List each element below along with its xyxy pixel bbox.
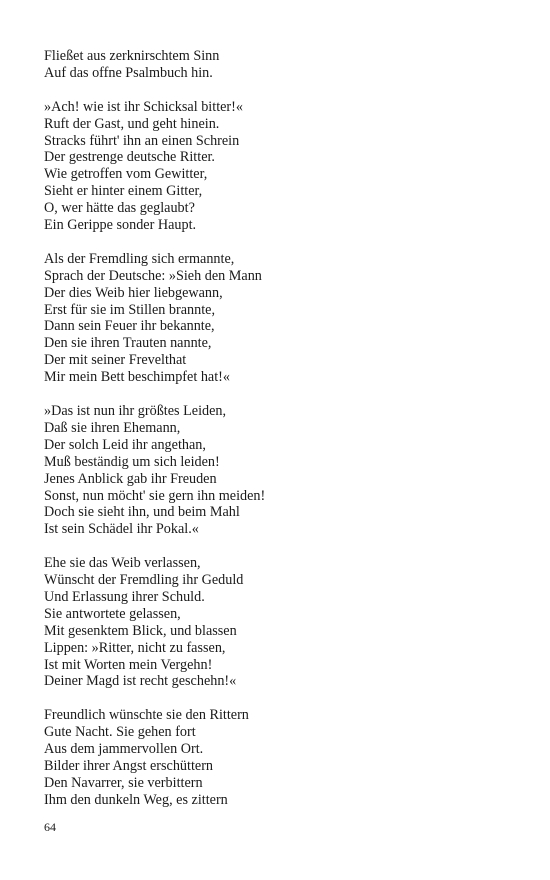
verse-line: Sieht er hinter einem Gitter,: [44, 183, 203, 200]
verse-line: Den sie ihren Trauten nannte,: [44, 335, 212, 352]
verse-line: Sonst, nun möcht' sie gern ihn meiden!: [44, 487, 266, 504]
verse-line: Fließet aus zerknirschtem Sinn: [44, 48, 220, 64]
verse-line: Aus dem jammervollen Ort.: [44, 741, 204, 758]
verse-line: Jenes Anblick gab ihr Freuden: [44, 470, 217, 487]
verse-line: Deiner Magd ist recht geschehn!«: [44, 673, 237, 690]
verse-line: O, wer hätte das geglaubt?: [44, 200, 195, 217]
verse-line: »Das ist nun ihr größtes Leiden,: [44, 402, 227, 419]
verse-line: Ein Gerippe sonder Haupt.: [44, 217, 197, 234]
verse-line: Doch sie sieht ihn, und beim Mahl: [44, 504, 240, 521]
verse-line: Ist sein Schädel ihr Pokal.«: [44, 521, 199, 538]
verse-line: Dann sein Feuer ihr bekannte,: [44, 318, 215, 335]
verse-line: Ehe sie das Weib verlassen,: [44, 555, 201, 572]
verse-line: Stracks führt' ihn an einen Schrein: [44, 132, 240, 149]
verse-line: Sie antwortete gelassen,: [44, 605, 181, 622]
verse-line: Der gestrenge deutsche Ritter.: [44, 149, 215, 166]
verse-line: Bilder ihrer Angst erschüttern: [44, 757, 214, 774]
verse-line: »Ach! wie ist ihr Schicksal bitter!«: [44, 98, 243, 115]
verse-line: Der solch Leid ihr angethan,: [44, 436, 206, 453]
page-number: 64: [44, 820, 56, 834]
verse-line: Muß beständig um sich leiden!: [44, 453, 220, 470]
verse-line: Gute Nacht. Sie gehen fort: [44, 724, 196, 741]
verse-line: Wie getroffen vom Gewitter,: [44, 166, 208, 183]
verse-line: Sprach der Deutsche: »Sieh den Mann: [44, 267, 262, 284]
verse-line: Lippen: »Ritter, nicht zu fassen,: [44, 639, 226, 656]
stanza: [44, 48, 514, 82]
stanza: [44, 99, 514, 234]
verse-line: Freundlich wünschte sie den Rittern: [44, 707, 249, 724]
verse-line: Ist mit Worten mein Vergehn!: [44, 656, 213, 673]
stanza: [44, 403, 514, 538]
verse-line: Ihm den dunkeln Weg, es zittern: [44, 791, 228, 808]
verse-line: Der mit seiner Frevelthat: [44, 352, 187, 369]
verse-line: Der dies Weib hier liebgewann,: [44, 284, 223, 301]
verse-line: Als der Fremdling sich ermannte,: [44, 250, 235, 267]
stanza: [44, 251, 514, 386]
verse-line: Daß sie ihren Ehemann,: [44, 419, 181, 436]
verse-line: Auf das offne Psalmbuch hin.: [44, 64, 213, 81]
verse-line: Ruft der Gast, und geht hinein.: [44, 115, 220, 132]
poem-text: [44, 48, 514, 809]
verse-line: Mit gesenktem Blick, und blassen: [44, 622, 237, 639]
verse-line: Mir mein Bett beschimpfet hat!«: [44, 369, 230, 386]
stanza: [44, 707, 514, 808]
verse-line: Wünscht der Fremdling ihr Geduld: [44, 572, 244, 589]
stanza: [44, 555, 514, 690]
verse-line: Erst für sie im Stillen brannte,: [44, 301, 216, 318]
verse-line: Und Erlassung ihrer Schuld.: [44, 588, 205, 605]
verse-line: Den Navarrer, sie verbittern: [44, 774, 203, 791]
